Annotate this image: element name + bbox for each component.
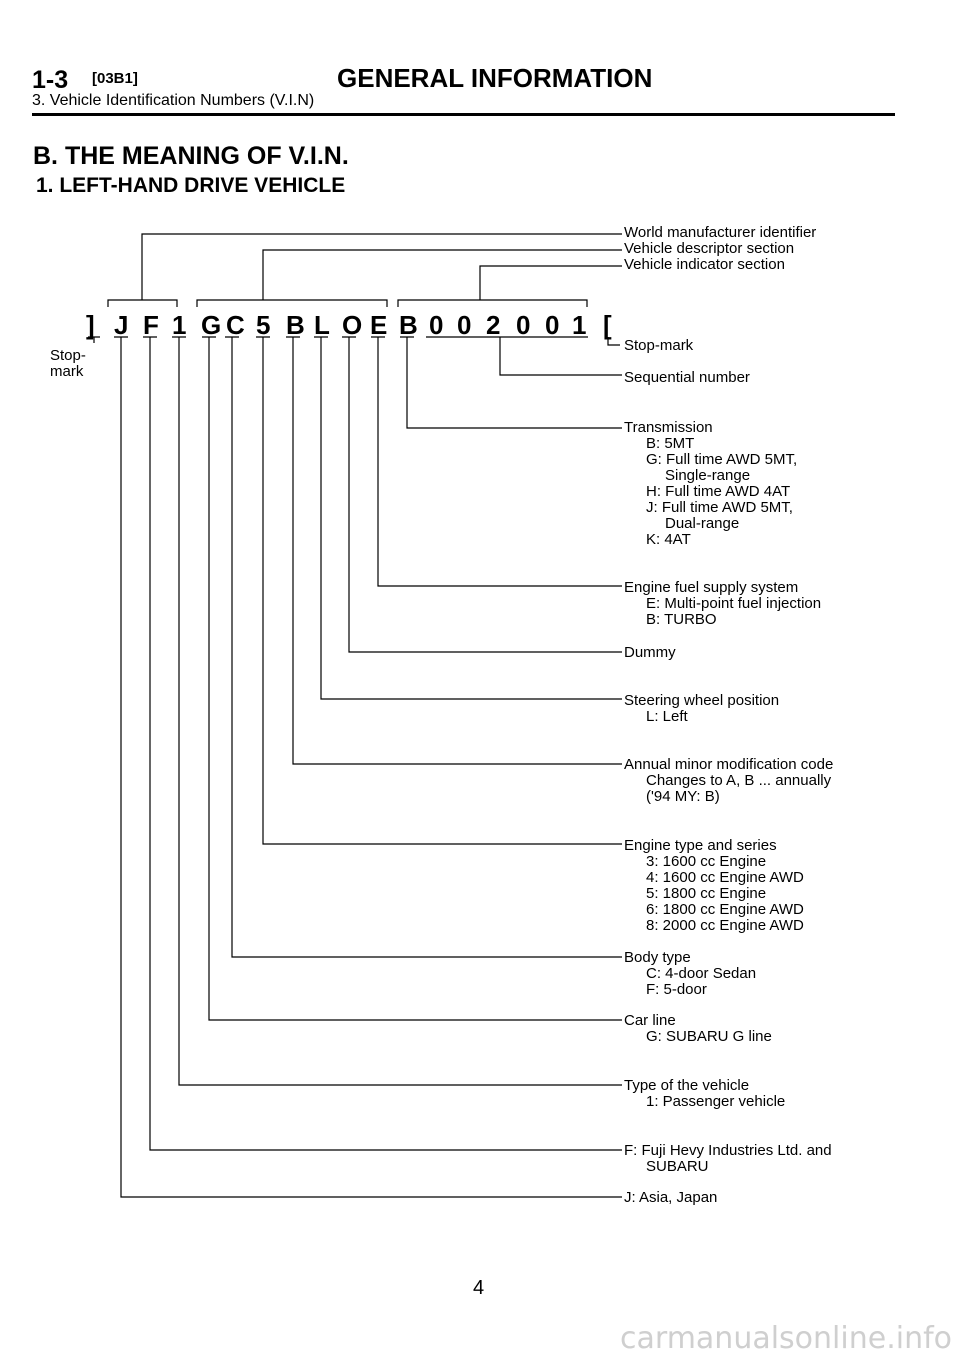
- annual-title: Annual minor modification code: [624, 756, 834, 773]
- annual-item: ('94 MY: B): [646, 788, 720, 805]
- vehicle-type-block: [624, 1078, 785, 1110]
- manufacturer-leader: [150, 343, 622, 1150]
- dummy-leader: [349, 343, 622, 652]
- annual-leader: [293, 343, 622, 764]
- stop-mark-right-label: Stop-mark: [624, 337, 694, 354]
- vin-char: 1: [572, 310, 587, 340]
- transmission-item: Dual-range: [665, 515, 740, 532]
- car-line-block: [624, 1013, 772, 1045]
- engine-fuel-title: Engine fuel supply system: [624, 579, 799, 596]
- engine-type-item: 3: 1600 cc Engine: [646, 853, 767, 870]
- manufacturer-item: SUBARU: [646, 1158, 709, 1175]
- engine-fuel-block: [624, 580, 821, 628]
- transmission-title: Transmission: [624, 419, 713, 436]
- body-type-block: [624, 950, 756, 998]
- body-type-item: C: 4-door Sedan: [646, 965, 757, 982]
- car-line-item: G: SUBARU G line: [646, 1028, 772, 1045]
- wmi-bracket: [108, 300, 177, 307]
- vin-char: J: [114, 310, 129, 340]
- engine-fuel-leader: [378, 343, 622, 586]
- engine-fuel-item: E: Multi-point fuel injection: [646, 595, 822, 612]
- sequential-leader: [500, 337, 622, 375]
- steering-leader: [321, 343, 622, 699]
- sequential-label: Sequential number: [624, 369, 750, 386]
- car-line-title: Car line: [624, 1012, 676, 1029]
- page-title: GENERAL INFORMATION: [337, 63, 653, 93]
- vin-char: G: [201, 310, 222, 340]
- vis-leader: [480, 266, 622, 300]
- annual-item: Changes to A, B ... annually: [646, 772, 832, 789]
- engine-type-item: 8: 2000 cc Engine AWD: [646, 917, 804, 934]
- vin-char: F: [143, 310, 159, 340]
- vin-char: 0: [516, 310, 531, 340]
- section-title: B. THE MEANING OF V.I.N.: [33, 142, 349, 170]
- transmission-item: G: Full time AWD 5MT,: [646, 451, 798, 468]
- steering-block: [624, 693, 779, 725]
- vis-bracket: [398, 300, 587, 307]
- body-type-item: F: 5-door: [646, 981, 707, 998]
- vin-char: 1: [172, 310, 187, 340]
- car-line-leader: [209, 343, 622, 1020]
- engine-type-leader: [263, 343, 622, 844]
- vin-char: E: [370, 310, 388, 340]
- country-label: J: Asia, Japan: [624, 1189, 718, 1206]
- vin-char: L: [314, 310, 330, 340]
- section-number: 1-3: [32, 66, 69, 94]
- engine-type-block: [624, 838, 804, 934]
- manufacturer-title: F: Fuji Hevy Industries Ltd. and: [624, 1142, 832, 1159]
- wmi-leader: [142, 234, 622, 300]
- vin-close-mark: [: [603, 310, 612, 340]
- engine-type-item: 6: 1800 cc Engine AWD: [646, 901, 804, 918]
- engine-fuel-item: B: TURBO: [646, 611, 717, 628]
- vin-char: C: [226, 310, 245, 340]
- diagram-lines: [88, 234, 622, 1197]
- vehicle-type-title: Type of the vehicle: [624, 1077, 750, 1094]
- vis-label: Vehicle indicator section: [624, 256, 785, 273]
- vin-char: 0: [545, 310, 560, 340]
- body-type-title: Body type: [624, 949, 691, 966]
- vds-leader: [263, 250, 622, 300]
- vin-char: 5: [256, 310, 271, 340]
- transmission-item: Single-range: [665, 467, 751, 484]
- vin-char: 2: [486, 310, 501, 340]
- annual-block: [624, 757, 833, 805]
- body-type-leader: [232, 343, 622, 957]
- page-subtitle: 3. Vehicle Identification Numbers (V.I.N): [32, 92, 315, 109]
- watermark: carmanualsonline.info: [620, 1321, 952, 1356]
- vds-bracket: [197, 300, 387, 307]
- section-code: [03B1]: [92, 70, 138, 87]
- wmi-label: World manufacturer identifier: [624, 224, 817, 241]
- vehicle-type-item: 1: Passenger vehicle: [646, 1093, 786, 1110]
- transmission-block: [624, 420, 797, 548]
- vin-char: 0: [429, 310, 444, 340]
- transmission-item: J: Full time AWD 5MT,: [646, 499, 793, 516]
- stop-mark-left-label: Stop- mark: [50, 347, 86, 380]
- steering-item: L: Left: [646, 708, 688, 725]
- vin-char: B: [399, 310, 418, 340]
- vehicle-type-leader: [179, 343, 622, 1085]
- vin-char: O: [342, 310, 363, 340]
- engine-type-title: Engine type and series: [624, 837, 777, 854]
- subsection-title: 1. LEFT-HAND DRIVE VEHICLE: [36, 174, 346, 197]
- vds-label: Vehicle descriptor section: [624, 240, 795, 257]
- engine-type-item: 5: 1800 cc Engine: [646, 885, 767, 902]
- steering-title: Steering wheel position: [624, 692, 780, 709]
- manufacturer-block: [624, 1143, 832, 1175]
- transmission-item: H: Full time AWD 4AT: [646, 483, 791, 500]
- transmission-item: B: 5MT: [646, 435, 695, 452]
- country-leader: [121, 343, 622, 1197]
- vin-char: B: [286, 310, 305, 340]
- page-number: 4: [473, 1277, 485, 1299]
- transmission-leader: [407, 343, 622, 428]
- engine-type-item: 4: 1600 cc Engine AWD: [646, 869, 804, 886]
- dummy-label: Dummy: [624, 644, 676, 661]
- vin-char: 0: [457, 310, 472, 340]
- transmission-item: K: 4AT: [646, 531, 691, 548]
- vin-open-mark: ]: [86, 310, 95, 340]
